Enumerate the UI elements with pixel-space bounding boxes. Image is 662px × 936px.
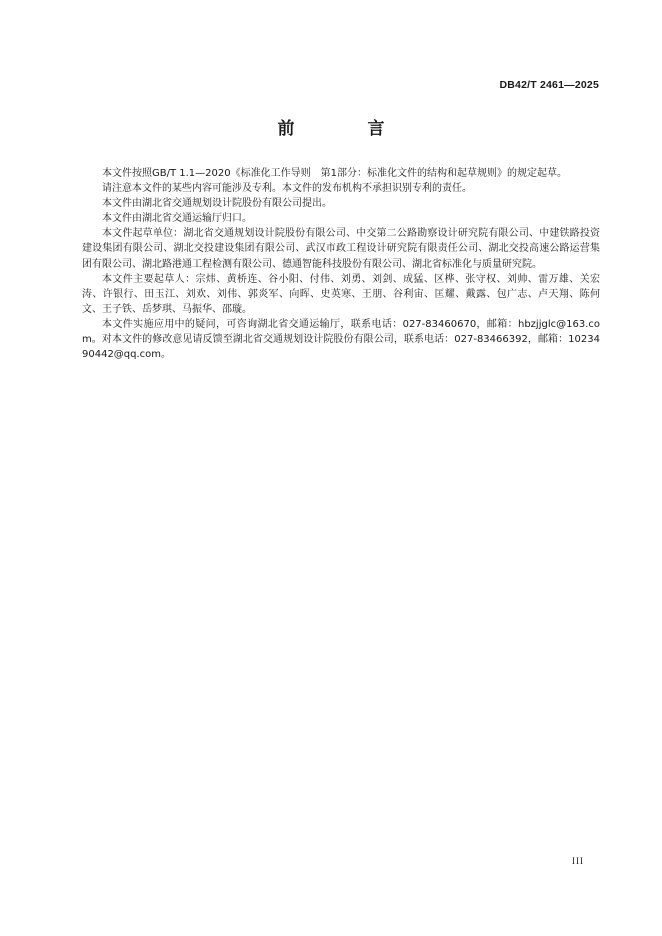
paragraph-drafting-rules: 本文件按照GB/T 1.1—2020《标准化工作导则 第1部分：标准化文件的结构和起草规则》的规定起草。	[102, 168, 567, 179]
page-title: 前 言	[277, 119, 413, 139]
paragraph-proposer: 本文件由湖北省交通规划设计院股份有限公司提出。	[102, 198, 332, 210]
paragraph-patent-notice: 请注意本文件的某些内容可能涉及专利。本文件的发布机构不承担识别专利的责任。	[102, 183, 472, 195]
paragraph-drafters: 本文件主要起草人：宗炜、黄桥连、谷小阳、付伟、刘勇、刘剑、成猛、区桦、张守权、刘帅、雷万雄、关宏涛、许银行、田玉江、刘欢、刘伟、郭炎军、向晖、史英寒、王朋、谷利宙、匡耀、戴露、包广志、卢天翔、陈何文、王子铁、岳梦琪、马振华、邵璇。	[82, 273, 600, 315]
paragraph-drafting-units: 本文件起草单位：湖北省交通规划设计院股份有限公司、中交第二公路勘察设计研究院有限公司、中建铁路投资建设集团有限公司、湖北交投建设集团有限公司、武汉市政工程设计研究院有限责任公司、湖北交投高速公路运营集团有限公司、湖北路港通工程检测有限公司、德通智能科技股份有限公司、湖北省标准化与质量研究院。	[82, 228, 600, 270]
foreword-body	[82, 166, 600, 362]
paragraph-contact: 本文件实施应用中的疑问，可咨询湖北省交通运输厅，联系电话：027-83460670，邮箱：hbzjjglc@163.com。对本文件的修改意见请反馈至湖北省交通规划设计院股份有限公司，联系电话：027-83466392，邮箱：1023490442@qq.com。	[82, 318, 600, 361]
paragraph-administrator: 本文件由湖北省交通运输厅归口。	[102, 213, 252, 225]
page-number: III	[572, 856, 584, 866]
document-code: DB42/T 2461—2025	[499, 79, 599, 91]
